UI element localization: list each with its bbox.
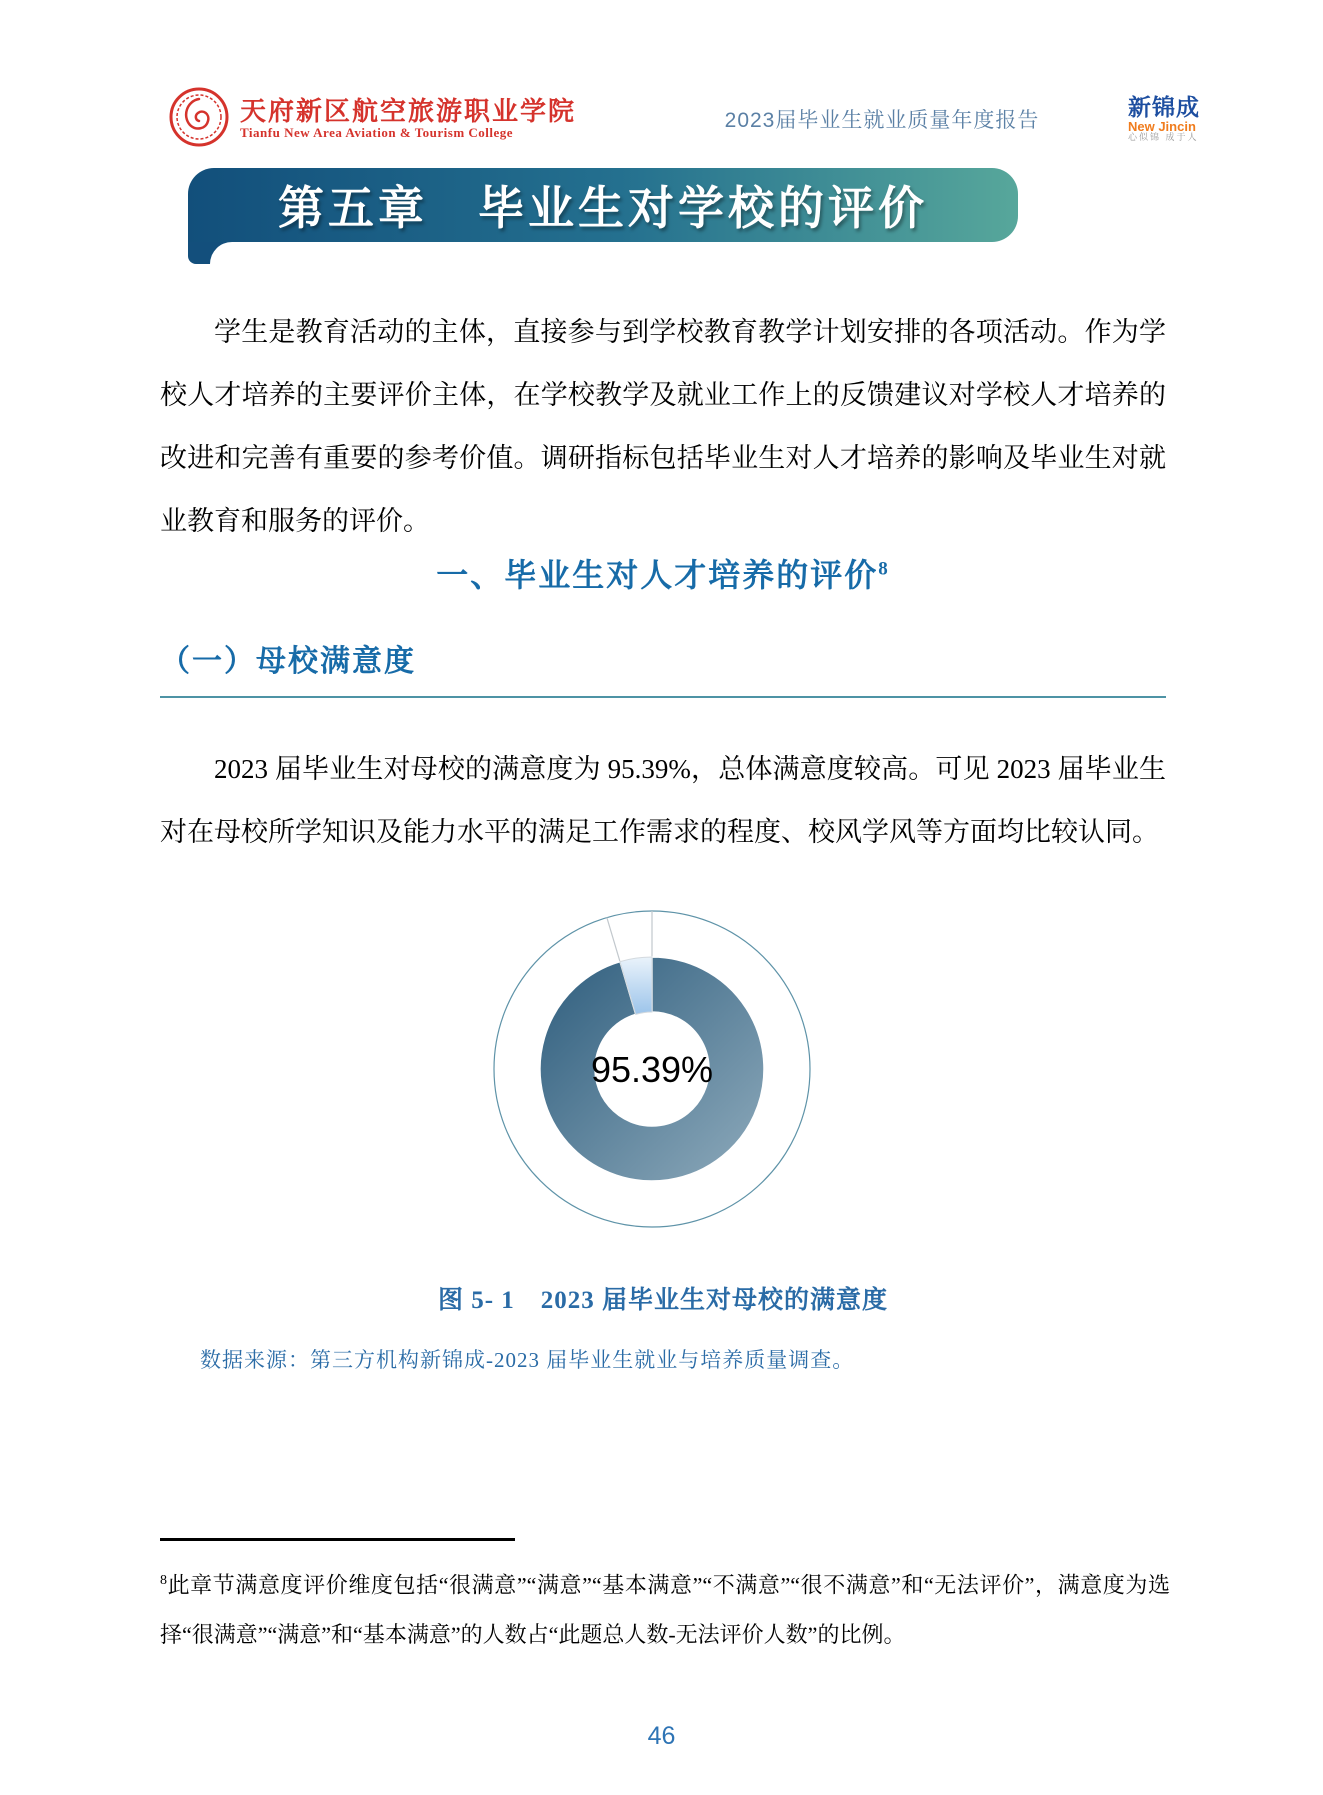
jincin-name-en: New Jincin xyxy=(1127,118,1196,134)
data-source-note: 数据来源：第三方机构新锦成-2023 届毕业生就业与培养质量调查。 xyxy=(200,1348,855,1372)
section-heading xyxy=(160,550,1166,596)
satisfaction-paragraph: 2023 届毕业生对母校的满意度为 95.39%，总体满意度较高。可见 2023 届毕业生对在母校所学知识及能力水平的满足工作需求的程度、校风学风等方面均比较认同。 xyxy=(160,754,1166,847)
donut-center-label: 95.39% xyxy=(590,1049,714,1090)
page-header xyxy=(168,84,1200,154)
footnote-ref: 8 xyxy=(160,1573,167,1588)
figure-caption: 图 5- 1 2023 届毕业生对母校的满意度 xyxy=(437,1287,889,1314)
chapter-title: 第五章 毕业生对学校的评价 xyxy=(278,182,928,234)
jincin-brand-logo xyxy=(1128,95,1200,142)
college-phoenix-logo-icon xyxy=(168,86,230,153)
jincin-name-zh: 新锦成 xyxy=(1127,94,1200,121)
report-title: 2023届毕业生就业质量年度报告 xyxy=(724,109,1040,132)
chapter-banner-tail-notch xyxy=(210,242,284,264)
footnote xyxy=(160,1556,1170,1660)
college-names xyxy=(240,97,576,142)
footnote-divider xyxy=(160,1538,515,1541)
subsection-divider xyxy=(160,696,1166,698)
jincin-slogan: 心似锦 成于人 xyxy=(1127,132,1199,143)
college-brand xyxy=(168,86,576,153)
section-heading-text: 一、毕业生对人才培养的评价 xyxy=(436,557,879,593)
donut-chart-svg xyxy=(482,899,822,1239)
chapter-banner xyxy=(188,168,1018,242)
college-name-zh: 天府新区航空旅游职业学院 xyxy=(240,96,577,126)
intro-paragraph: 学生是教育活动的主体，直接参与到学校教育教学计划安排的各项活动。作为学校人才培养的主要评价主体，在学校教学及就业工作上的反馈建议对学校人才培养的改进和完善有重要的参考价值。调研指标包括毕业生对人才培养的影响及毕业生对就业教育和服务的评价。 xyxy=(160,317,1166,536)
page-number: 46 xyxy=(647,1722,676,1750)
subsection-heading: （一）母校满意度 xyxy=(160,645,416,678)
college-name-en: Tianfu New Area Aviation & Tourism College xyxy=(240,125,514,141)
satisfaction-donut-chart xyxy=(482,899,822,1239)
footnote-text: 此章节满意度评价维度包括“很满意”“满意”“基本满意”“不满意”“很不满意”和“无法评价”，满意度为选择“很满意”“满意”和“基本满意”的人数占“此题总人数-无法评价人数”的比例。 xyxy=(160,1572,1170,1648)
section-footnote-ref: 8 xyxy=(878,558,890,580)
